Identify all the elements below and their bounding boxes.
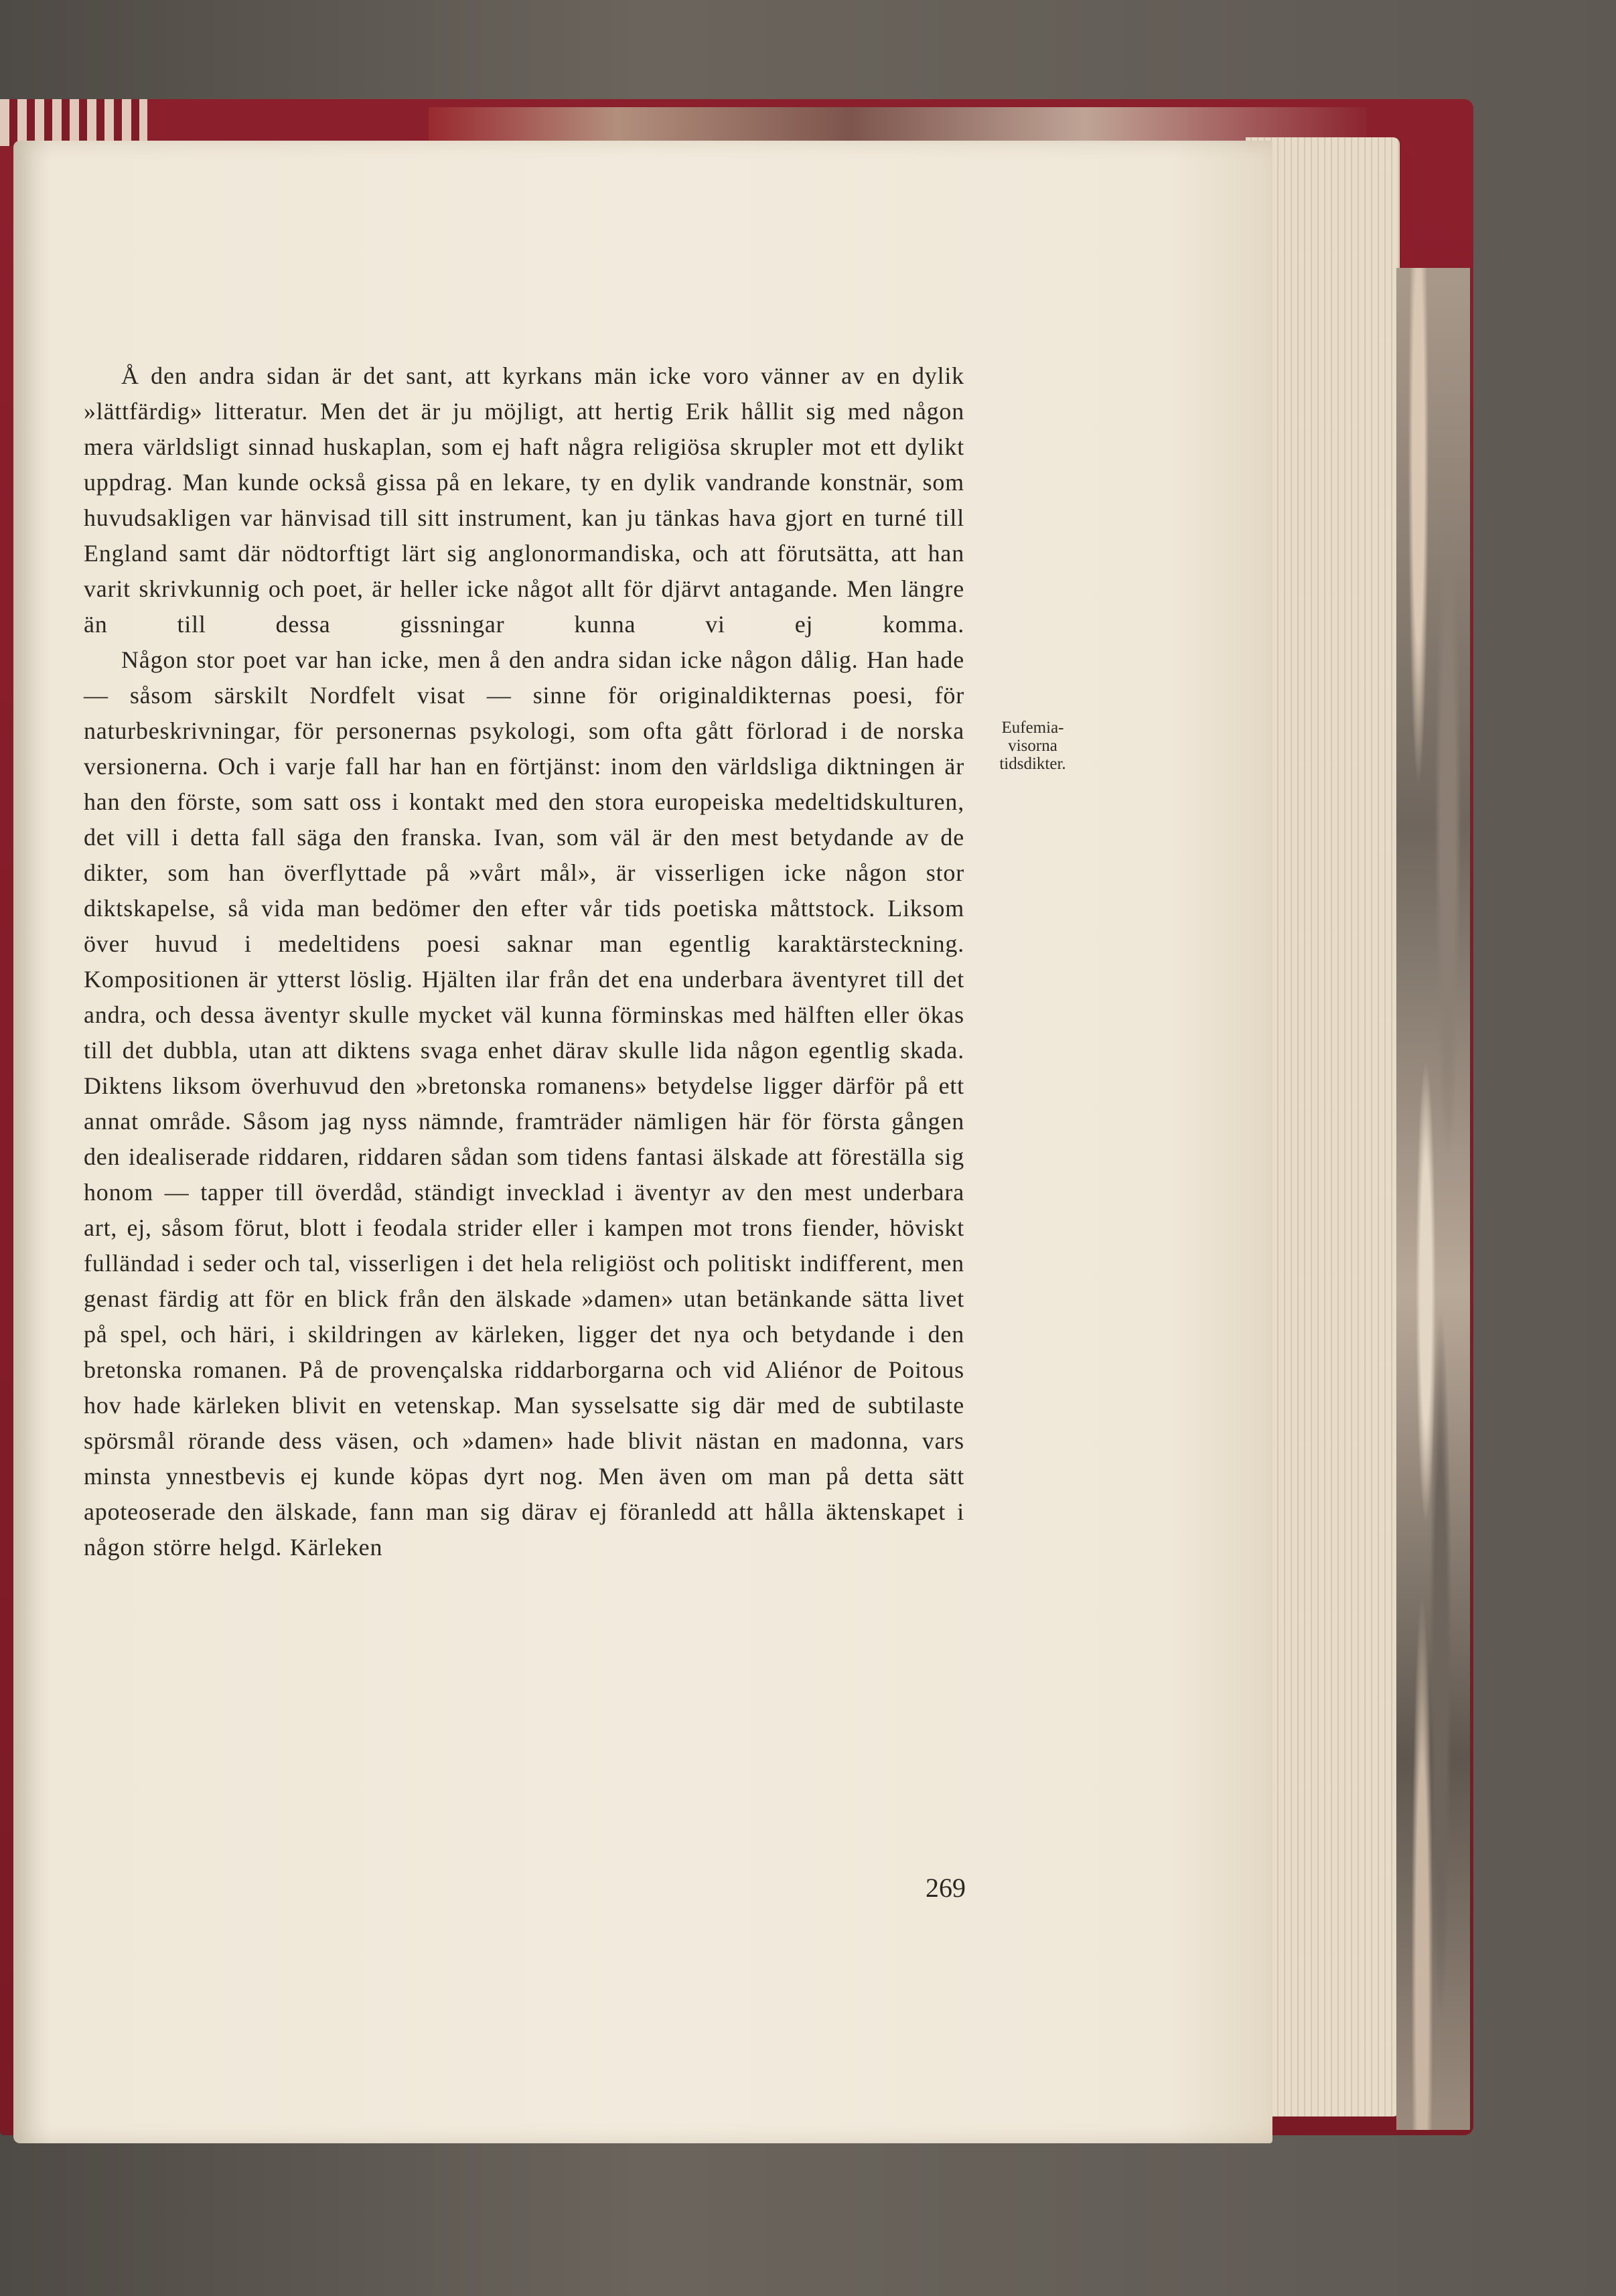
page-number: 269 (926, 1873, 966, 1903)
marginal-note: Eufemia-visorna tidsdikter. (999, 719, 1066, 773)
spine-edge (0, 99, 147, 146)
body-text (84, 358, 964, 1565)
paragraph-1: Å den andra sidan är det sant, att kyrkans män icke voro vänner av en dylik »lättfärdig» litteratur. Men det är ju möjligt, att hertig Erik hållit sig med någon mera världsligt sinnad huskaplan, som ej haft några religiösa skrupler mot ett dylikt uppdrag. Man kunde också gissa på en lekare, ty en dylik vandrande konstnär, som huvudsakligen var hänvisad till sitt instrument, kan ju tänkas hava gjort en turné till England samt där nödtorftigt lärt sig anglonormandiska, och att förutsätta, att han varit skrivkunnig och poet, är heller icke något allt för djärvt antagande. Men längre än till dessa gissningar kunna vi ej komma. (84, 362, 964, 638)
paragraph-2: Någon stor poet var han icke, men å den andra sidan icke någon dålig. Han hade — såsom särskilt Nordfelt visat — sinne för originaldikternas poesi, för naturbeskrivningar, för personernas psykologi, som ofta gått förlorad i de norska versionerna. Och i varje fall har han en förtjänst: inom den världsliga diktningen är han den förste, som satt oss i kontakt med den stora europeiska medeltidskulturen, det vill i detta fall säga den franska. Ivan, som väl är den mest betydande av de dikter, som han överflyttade på »vårt mål», är visserligen icke någon stor diktskapelse, så vida man bedömer den efter vår tids poetiska måttstock. Liksom över huvud i medeltidens poesi saknar man egentlig karaktärsteckning. Kompositionen är ytterst löslig. Hjälten ilar från det ena underbara äventyret till det andra, och dessa äventyr skulle mycket väl kunna förminskas med hälften eller ökas till det dubbla, utan att diktens svaga enhet därav skulle lida någon egentlig skada. Diktens liksom överhuvud den »bretonska romanens» betydelse ligger därför på ett annat område. Såsom jag nyss nämnde, framträder nämligen här för första gången den idealiserade riddaren, riddaren sådan som tidens fantasi älskade att föreställa sig honom — tapper till överdåd, ständigt invecklad i äventyr av den mest underbara art, ej, såsom förut, blott i feodala strider eller i kampen mot trons fiender, höviskt fulländad i seder och tal, visserligen i det hela religiöst och politiskt indifferent, men genast färdig att för en blick från den älskade »damen» utan betänkande sätta livet på spel, och häri, i skildringen av kärleken, ligger det nya och betydande i den bretonska romanen. På de provençalska riddarborgarna och vid Aliénor de Poitous hov hade kärleken blivit en vetenskap. Man sysselsatte sig där med de subtilaste spörsmål rörande dess väsen, och »damen» hade blivit nästan en madonna, vars minsta ynnestbevis ej kunde köpas dyrt nog. Men även om man på detta sätt apoteoserade den älskade, fann man sig därav ej föranledd att hålla äktenskapet i någon större helgd. Kärleken (84, 646, 964, 1561)
marbled-fore-edge (1396, 268, 1470, 2130)
